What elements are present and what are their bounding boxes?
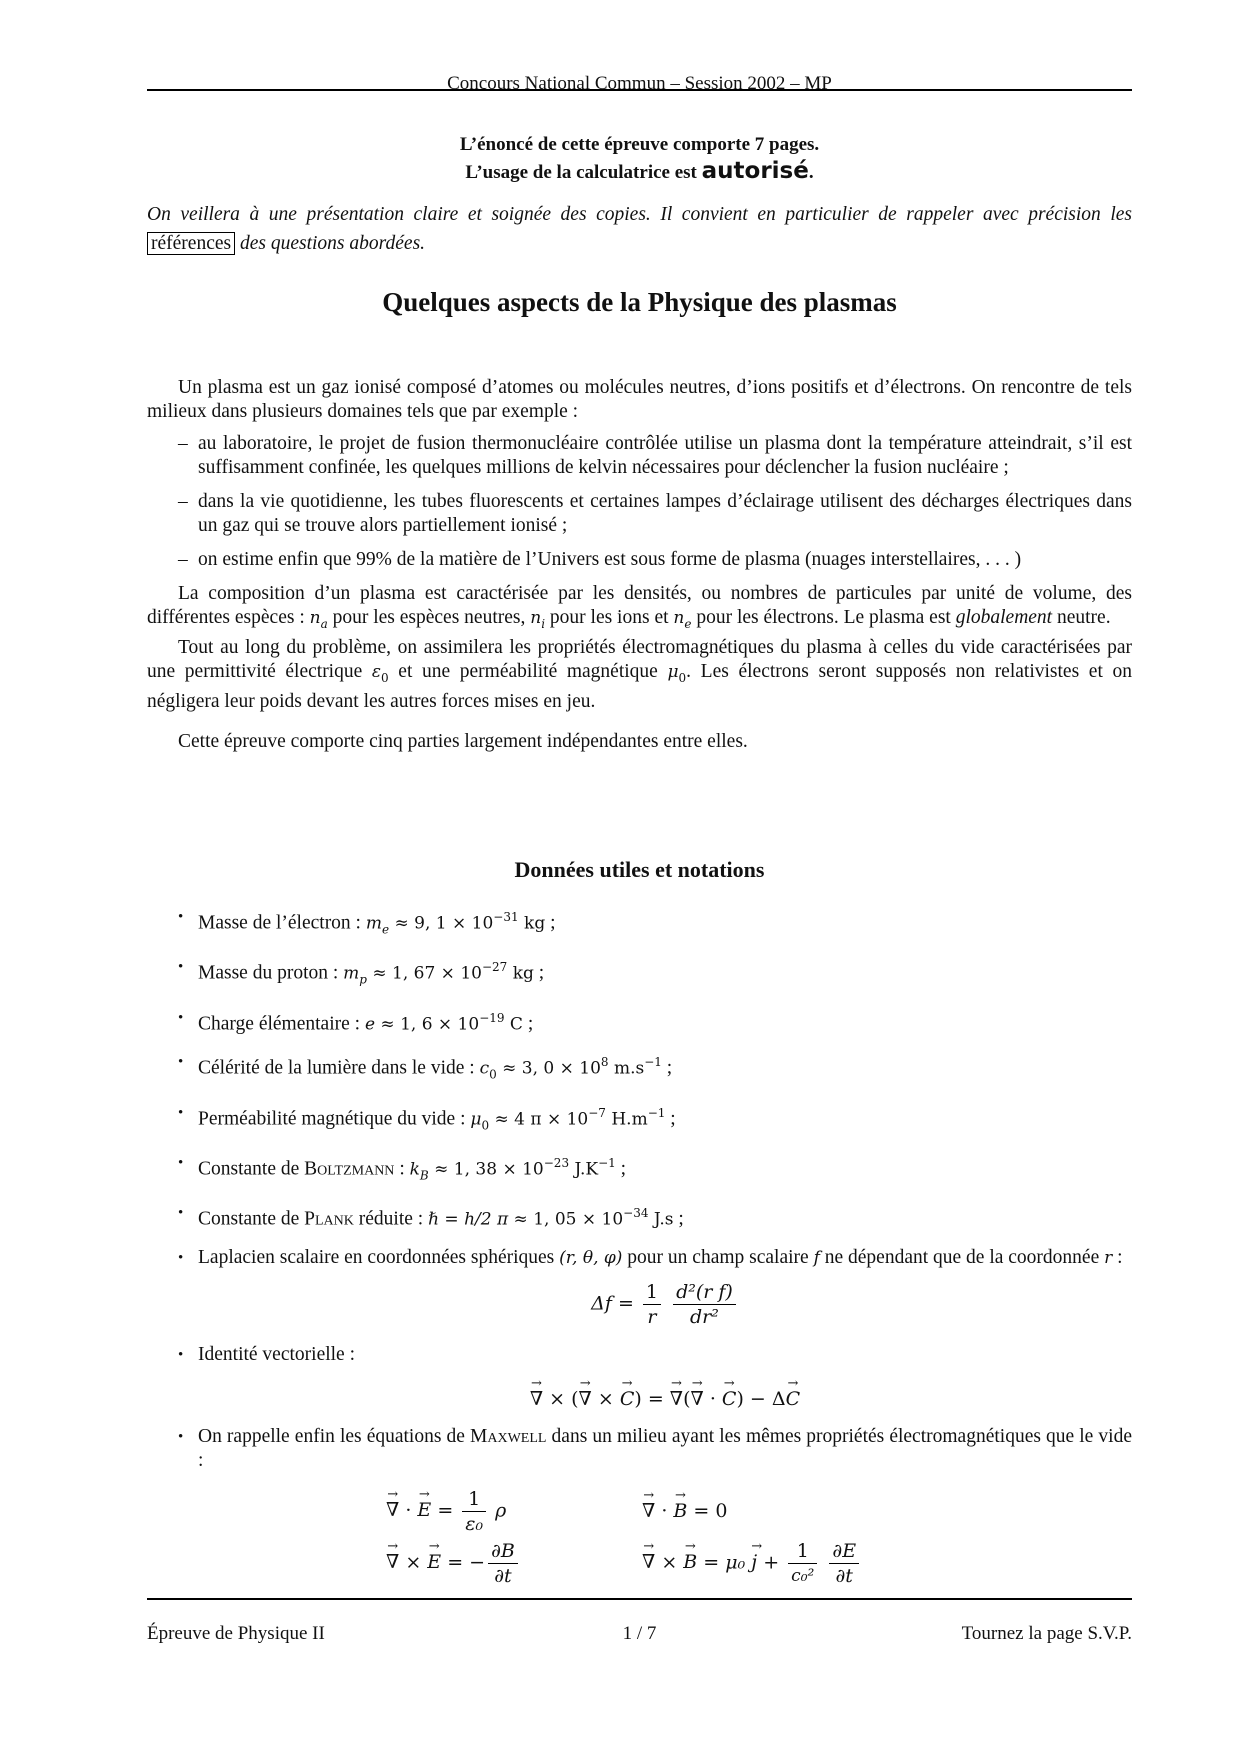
list-item: • On rappelle enfin les équations de Maxwell dans un milieu ayant les mêmes propriétés électromagnétiques que le vide : ∇ → · E → = $\frac{1}{\text{ε₀}}$ ρ ∇ → · B → = 0 ∇ → × E → = − $\frac{\partial B}{\partial t}$ ∇ → × B → = μ₀ j → + $\frac{1}{\text{c₀²}}$ $\frac{\partial E}{\partial t}$ <box>147 1425 1132 1591</box>
plasma-definition: Un plasma est un gaz ionisé composé d’atomes ou molécules neutres, d’ions positifs et d’électrons. On rencontre de tels milieux dans plusieurs domaines tels que par exemple : <box>147 377 1132 422</box>
laplacian-equation: Δf = $\frac{1}{r}$ $\frac{\text{d²(r f)}}{\text{dr²}}$ <box>198 1280 1132 1329</box>
list-item: • Constante de Boltzmann : $k_B \approx 1$, $38 \times 10^{-23}$ $J.K^{-1}$ ; <box>147 1151 1132 1187</box>
references-box: références <box>147 232 235 255</box>
maxwell-faraday: ∇ → × E → = − $\frac{\partial B}{\partial t}$ <box>386 1539 521 1588</box>
list-item: • Célérité de la lumière dans le vide : $c_0 \approx 3$, $0 \times 10^8$ $m.s^{-1}$ ; <box>147 1050 1132 1086</box>
footer-right: Tournez la page S.V.P. <box>961 1623 1132 1644</box>
list-item: – dans la vie quotidienne, les tubes fluorescents et certaines lampes d’éclairage utilisent des décharges électriques dans un gaz qui se trouve alors partiellement ionisé ; <box>147 490 1132 538</box>
footer-left: Épreuve de Physique II <box>147 1623 325 1644</box>
autorise-emphasis: autorisé <box>701 158 809 184</box>
constants-list <box>147 905 1132 1605</box>
data-section-title: Données utiles et notations <box>514 857 765 882</box>
running-header: Concours National Commun – Session 2002 – MP <box>447 73 832 94</box>
examples-list <box>147 432 1132 572</box>
vector-identity-equation: ∇ → × (∇ → × C →) = ∇ →(∇ → · C →) − ΔC → <box>198 1387 1132 1411</box>
list-item: • Identité vectorielle : ∇ → × (∇ → × C →) = ∇ →(∇ → · C →) − ΔC → <box>147 1343 1132 1411</box>
page-count-line: L’énoncé de cette épreuve comporte 7 pages. <box>459 134 820 155</box>
list-item: – on estime enfin que 99% de la matière de l’Univers est sous forme de plasma (nuages interstellaires, . . . ) <box>147 548 1132 572</box>
presentation-note: On veillera à une présentation claire et soignée des copies. Il convient en particulier de rappeler avec précision les références des questions abordées. <box>147 204 1132 254</box>
list-item: • Constante de Plank réduite : ℏ = h/2 π ≈ 1, $05 \times 10^{-34}$ J.s ; <box>147 1201 1132 1232</box>
calculator-line: L’usage de la calculatrice est autorisé. <box>465 158 814 184</box>
parts-paragraph: Cette épreuve comporte cinq parties largement indépendantes entre elles. <box>178 730 748 752</box>
list-item: • Perméabilité magnétique du vide : $\mu_0 \approx 4$ $\pi \times 10^{-7}$ $H.m^{-1}$ ; <box>147 1101 1132 1137</box>
maxwell-flux: ∇ → · B → = 0 <box>642 1499 727 1523</box>
footer-rule <box>147 1598 1132 1600</box>
intro-body <box>147 376 1132 754</box>
list-item: • Masse du proton : $m_p \approx 1$, $67 \times 10^{-27}$ kg ; <box>147 955 1132 991</box>
page-title: Quelques aspects de la Physique des plasmas <box>382 287 897 317</box>
em-properties-paragraph: Tout au long du problème, on assimilera les propriétés électromagnétiques du plasma à celles du vide caractérisées par une permittivité électrique $\varepsilon_0$ et une perméabilité magnétique $\mu_0$. Les électrons seront supposés non relativistes et on négligera leur poids devant les autres forces mises en jeu. <box>147 636 1132 712</box>
maxwell-gauss: ∇ → · E → = $\frac{1}{\text{ε₀}}$ ρ <box>386 1487 506 1536</box>
maxwell-equations <box>198 1481 1132 1591</box>
list-item: – au laboratoire, le projet de fusion thermonucléaire contrôlée utilise un plasma dont la température atteindrait, s’il est suffisamment confinée, les quelques millions de kelvin nécessaires pour déclencher la fusion nucléaire ; <box>147 432 1132 480</box>
exam-page <box>147 0 1132 1754</box>
list-item: • Charge élémentaire : e ≈ 1, $6 \times 10^{-19}$ C ; <box>147 1006 1132 1037</box>
composition-paragraph: La composition d’un plasma est caractérisée par les densités, ou nombres de particules par unité de volume, des différentes espèces : $n_a$ pour les espèces neutres, $n_i$ pour les ions et $n_e$ pour les électrons. Le plasma est globalement neutre. <box>147 583 1132 631</box>
page-number: 1 / 7 <box>622 1623 657 1644</box>
header-rule <box>147 89 1132 91</box>
exam-intro <box>147 132 1132 186</box>
list-item: • Masse de l’électron : $m_e \approx 9$, $1 \times 10^{-31}$ kg ; <box>147 905 1132 941</box>
maxwell-ampere: ∇ → × B → = μ₀ j → + $\frac{1}{\text{c₀²}}$ $\frac{\partial E}{\partial t}$ <box>642 1539 862 1588</box>
list-item: • Laplacien scalaire en coordonnées sphériques (r, θ, φ) pour un champ scalaire f ne dépendant que de la coordonnée r : Δf = $\frac{1}{r}$ $\frac{\text{d²(r f)}}{\text{dr²}}$ <box>147 1246 1132 1329</box>
